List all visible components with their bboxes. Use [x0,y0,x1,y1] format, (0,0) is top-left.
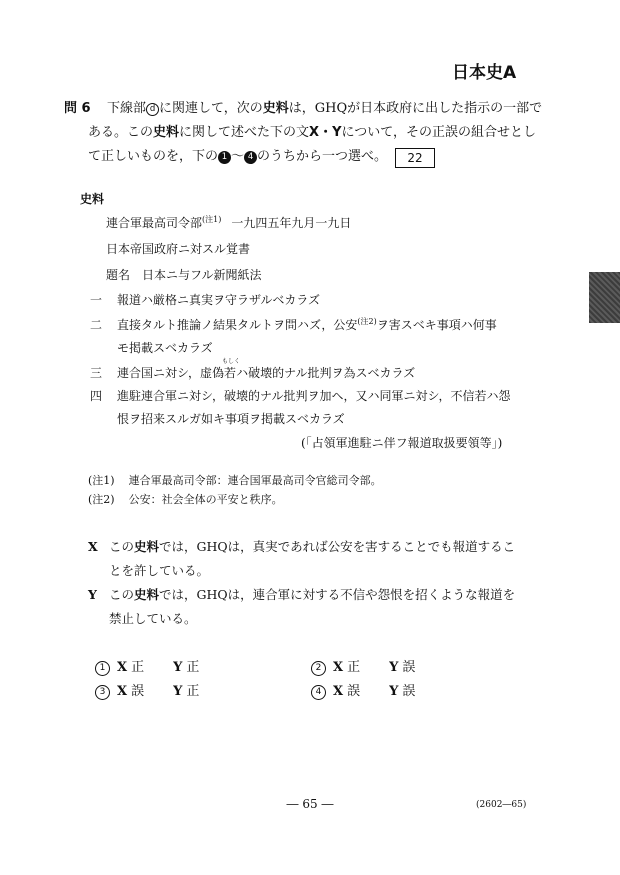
source-item-2-cont: モ掲載スベカラズ [117,341,213,355]
option-y-value: 誤 [402,660,416,675]
source-item-4-num: 四 [90,389,103,403]
answer-number-box: 22 [395,148,435,168]
source-item-4: 進駐連合軍ニ対シ，破壊的ナル批判ヲ加ヘ，又ハ同軍ニ対シ，不信若ハ怨 [117,389,511,403]
option-number: 3 [95,685,110,700]
question-text: て正しいものを，下の [88,149,219,164]
source-hq-line [106,214,351,231]
statement-text: では，GHQは，連合軍に対する不信や怨恨を招くような報道を [159,587,516,602]
option-number: 2 [311,661,326,676]
question-text: に関連して，次の [159,101,263,116]
footnote-text: 連合軍最高司令部：連合国軍最高司令官総司令部。 [128,474,382,487]
ruby-word [222,358,241,381]
option-x-value: 誤 [347,684,361,699]
option-x-label: X [117,660,128,675]
statement-text: では，GHQは，真実であれば公安を害することでも報道するこ [159,539,516,554]
source-subject: 題名 日本ニ与フル新聞紙法 [106,268,262,282]
statement-text: この [109,587,135,602]
underline-marker-d: d [146,103,159,116]
option-number: 1 [95,661,110,676]
source-item-3-num: 三 [90,366,103,380]
option-1[interactable] [95,656,199,676]
footnote-1 [88,472,382,488]
question-label: 問 6 [64,101,91,116]
option-number: 4 [311,685,326,700]
statement-y-cont: 禁止している。 [109,611,197,626]
option-x-label: X [333,660,344,675]
source-item-1-num: 一 [90,293,103,307]
subject-title: 日本史A [452,63,517,83]
keyword-source: 史料 [134,539,160,554]
question-text: のうちから一つ選べ。 [257,149,388,164]
source-item-1: 報道ハ厳格ニ真実ヲ守ラザルベカラズ [117,293,321,307]
option-4[interactable] [311,680,415,700]
option-y-value: 正 [186,684,200,699]
ruby-reading: もしく [222,358,241,365]
option-y-value: 正 [186,660,200,675]
source-text: 直接タルト推論ノ結果タルトヲ問ハズ，公安 [117,318,358,332]
source-text: ヲ害スベキ事項ハ何事 [376,318,497,332]
page-code: (2602―65) [476,800,527,810]
keyword-source: 史料 [153,125,180,140]
source-text: 連合国ニ対シ，虚偽 [117,366,225,380]
option-3[interactable] [95,680,199,700]
footnote-2 [88,491,283,507]
option-y-label: Y [389,684,399,699]
source-heading: 史料 [80,192,105,206]
question-line-2 [88,121,536,140]
note-ref: (注1) [202,215,222,224]
question-text: について，その正誤の組合せとし [341,125,536,140]
source-item-3 [117,358,416,381]
question-text: ある。この [88,125,154,140]
footnote-mark: (注1) [88,474,115,487]
option-y-label: Y [173,660,183,675]
ruby-base: 若 [224,366,237,380]
keyword-source: 史料 [134,587,160,602]
option-y-label: Y [173,684,183,699]
option-x-label: X [333,684,344,699]
source-item-2 [117,316,497,333]
footnote-mark: (注2) [88,493,115,506]
question-text: に関して述べた下の文 [179,125,310,140]
source-text: 連合軍最高司令部 [106,216,203,230]
question-line-3 [88,145,435,168]
source-addressee: 日本帝国政府ニ対スル覚書 [106,242,251,256]
statement-label: Y [88,587,97,602]
question-text: 下線部 [107,101,147,116]
page-number: ― 65 ― [286,797,334,811]
range-tilde: ～ [231,149,245,164]
statement-y [88,585,515,603]
keyword-source: 史料 [262,101,289,116]
source-item-4-cont: 恨ヲ招来スルガ如キ事項ヲ掲載スベカラズ [117,412,345,426]
statement-label: X [88,539,98,554]
question-line-1 [107,97,542,116]
statement-text: この [109,539,135,554]
option-y-label: Y [389,660,399,675]
option-x-value: 誤 [131,684,145,699]
choice-range-end: 4 [244,151,257,164]
option-x-label: X [117,684,128,699]
source-date: 一九四五年九月一九日 [231,216,352,230]
statement-labels: X・Y [309,125,342,140]
note-ref: (注2) [357,317,377,326]
source-item-2-num: 二 [90,318,103,332]
choice-range-start: 1 [218,151,231,164]
option-y-value: 誤 [402,684,416,699]
statement-x-cont: とを許している。 [109,563,210,578]
option-2[interactable] [311,656,415,676]
statement-x [88,537,515,555]
source-text: ハ破壊的ナル批判ヲ為スベカラズ [236,366,416,380]
footnote-text: 公安：社会全体の平安と秩序。 [128,493,283,506]
option-x-value: 正 [347,660,361,675]
page-tab-marker [589,272,620,323]
question-text: は，GHQが日本政府に出した指示の一部で [288,101,543,116]
option-x-value: 正 [131,660,145,675]
source-citation: (「占領軍進駐ニ伴フ報道取扱要領等」) [301,436,503,450]
